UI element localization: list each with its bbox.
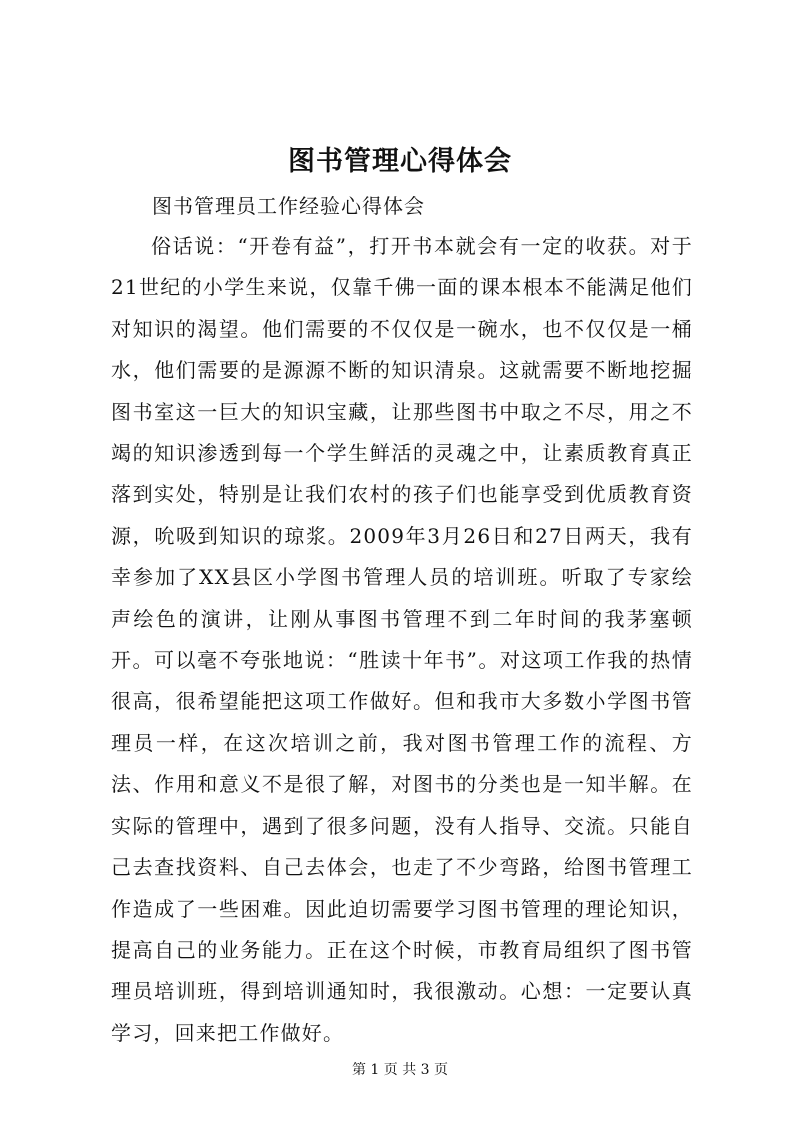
page-footer: 第 1 页 共 3 页 <box>351 1062 449 1078</box>
page-title: 图书管理心得体会 <box>288 146 512 177</box>
subtitle: 图书管理员工作经验心得体会 <box>152 194 425 218</box>
body-paragraph: 俗话说：“开卷有益”，打开书本就会有一定的收获。对于21世纪的小学生来说，仅靠千佛一面的课本根本不能满足他们对知识的渴望。他们需要的不仅仅是一碗水，也不仅仅是一桶水，他们需要的是源源不断的知识清泉。这就需要不断地挖掘图书室这一巨大的知识宝藏，让那些图书中取之不尽，用之不竭的知识渗透到每一个学生鲜活的灵魂之中，让素质教育真正落到实处，特别是让我们农村的孩子们也能享受到优质教育资源，吮吸到知识的琼浆。2009年3月26日和27日两天，我有幸参加了XX县区小学图书管理人员的培训班。听取了专家绘声绘色的演讲，让刚从事图书管理不到二年时间的我茅塞顿开。可以毫不夸张地说：“胜读十年书”。对这项工作我的热情很高，很希望能把这项工作做好。但和我市大多数小学图书管理员一样，在这次培训之前，我对图书管理工作的流程、方法、作用和意义不是很了解，对图书的分类也是一知半解。在实际的管理中，遇到了很多问题，没有人指导、交流。只能自己去查找资料、自己去体会，也走了不少弯路，给图书管理工作造成了一些困难。因此迫切需要学习图书管理的理论知识，提高自己的业务能力。正在这个时候，市教育局组织了图书管理员培训班，得到培训通知时，我很激动。心想：一定要认真学习，回来把工作做好。 <box>111 234 693 1045</box>
